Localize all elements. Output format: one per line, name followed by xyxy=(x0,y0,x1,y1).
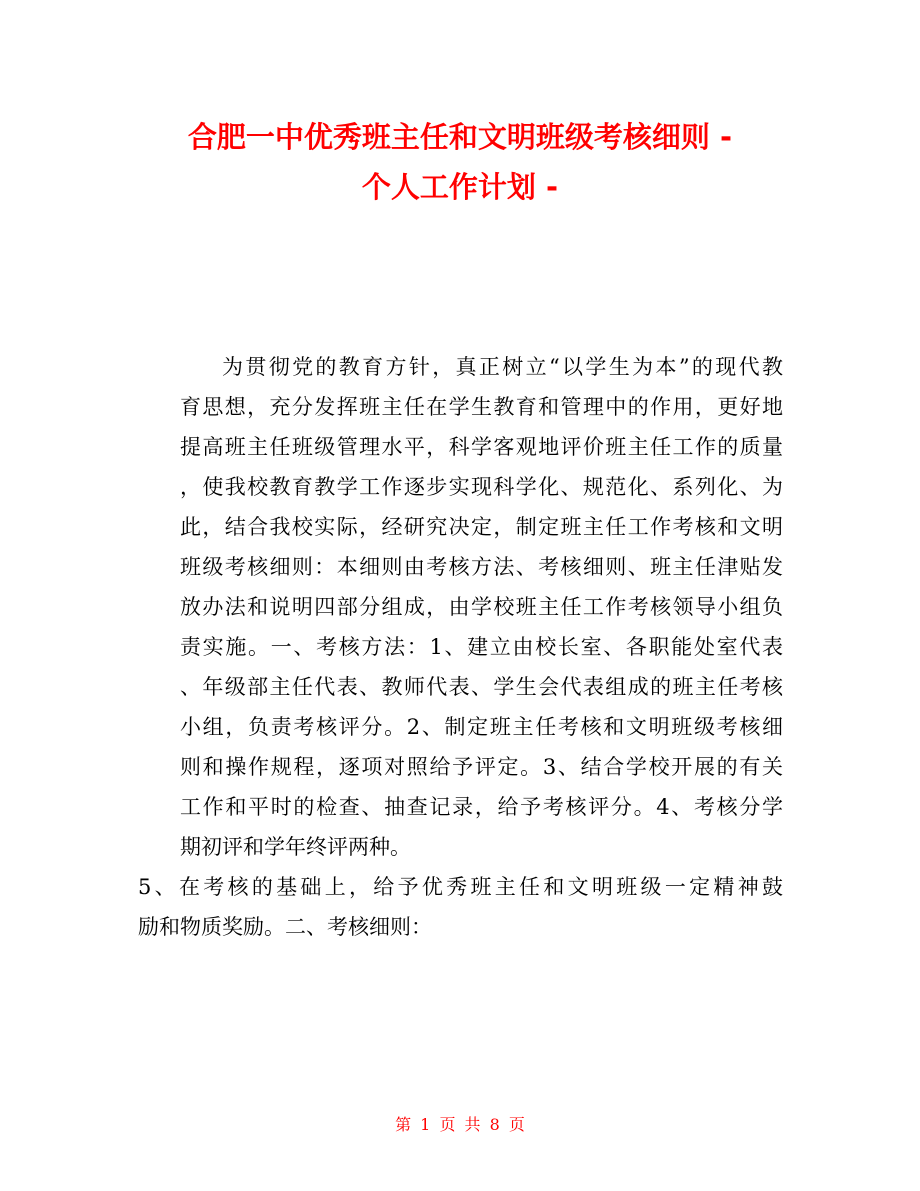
document-title xyxy=(0,112,920,212)
text-line: 则和操作规程，逐项对照给予评定。3、结合学校开展的有关 xyxy=(180,755,783,779)
text-line: 工作和平时的检查、抽查记录，给予考核评分。4、考核分学 xyxy=(180,795,783,819)
title-line-1: 合肥一中优秀班主任和文明班级考核细则 - xyxy=(187,120,733,154)
text-line: 小组，负责考核评分。2、制定班主任考核和文明班级考核细 xyxy=(180,715,783,739)
text-line: 育思想，充分发挥班主任在学生教育和管理中的作用，更好地 xyxy=(180,395,783,419)
text-line: 放办法和说明四部分组成，由学校班主任工作考核领导小组负 xyxy=(180,595,783,619)
text-line: 期初评和学年终评两种。 xyxy=(180,835,411,859)
text-line: 班级考核细则：本细则由考核方法、考核细则、班主任津贴发 xyxy=(180,555,783,579)
text-line: 、年级部主任代表、教师代表、学生会代表组成的班主任考核 xyxy=(180,675,783,699)
paragraph-2 xyxy=(138,867,783,947)
text-line: 提高班主任班级管理水平，科学客观地评价班主任工作的质量 xyxy=(180,435,783,459)
page-number-footer: 第 1 页 共 8 页 xyxy=(395,1115,525,1134)
text-line: 5、在考核的基础上，给予优秀班主任和文明班级一定精神鼓 xyxy=(138,875,783,899)
text-line: 责实施。一、考核方法：1、建立由校长室、各职能处室代表 xyxy=(180,635,783,659)
text-line: ，使我校教育教学工作逐步实现科学化、规范化、系列化、为 xyxy=(180,475,783,499)
document-body xyxy=(138,347,783,947)
text-line: 此，结合我校实际，经研究决定，制定班主任工作考核和文明 xyxy=(180,515,783,539)
title-line-2: 个人工作计划 - xyxy=(361,170,559,204)
text-line: 励和物质奖励。二、考核细则： xyxy=(138,915,432,939)
text-line: 为贯彻党的教育方针，真正树立“以学生为本”的现代教 xyxy=(222,355,783,379)
paragraph-1 xyxy=(138,347,783,867)
